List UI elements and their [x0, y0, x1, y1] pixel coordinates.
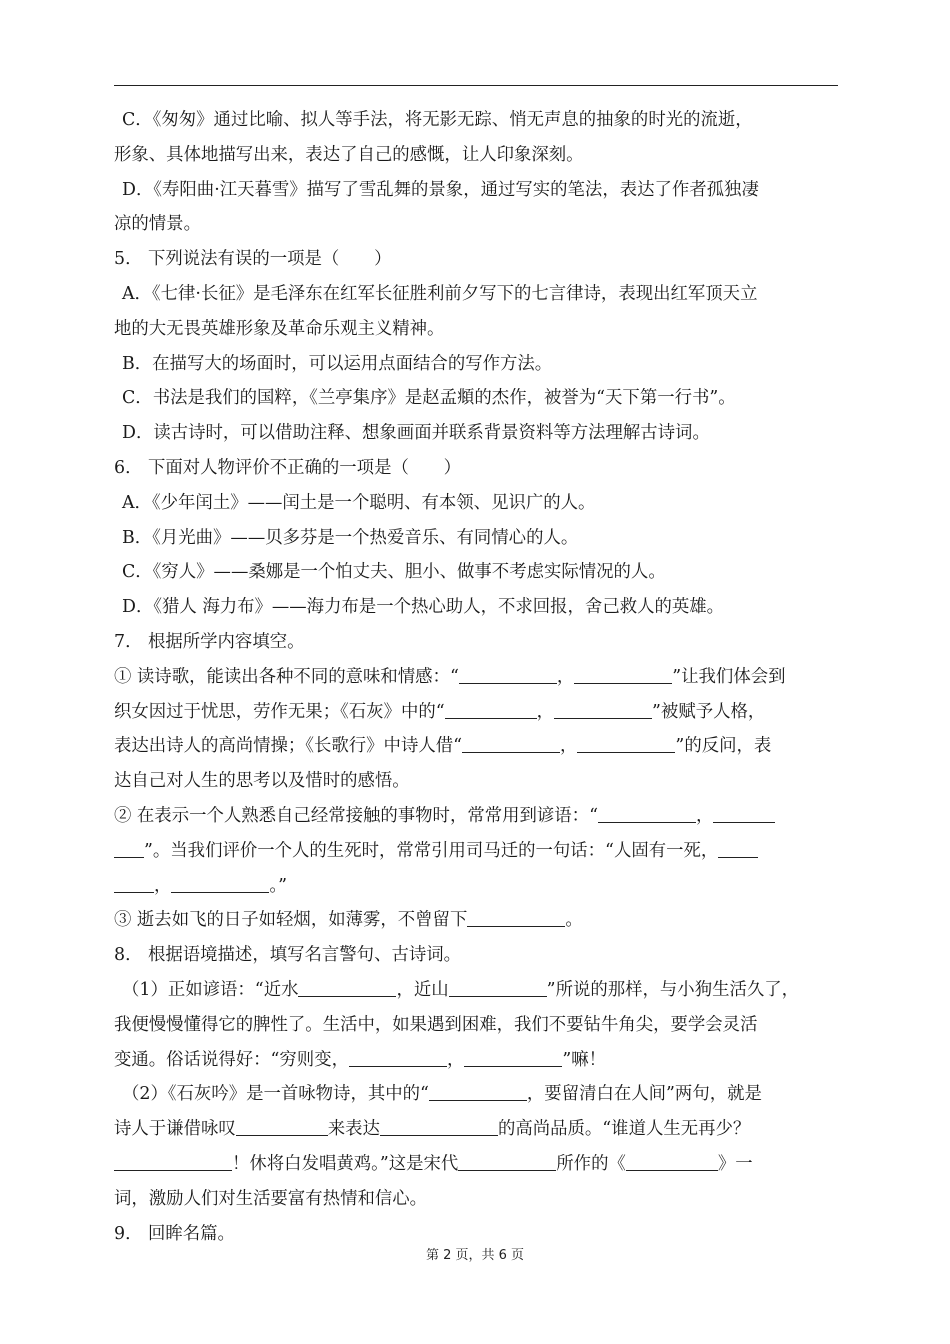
- text: ”嘛！: [562, 1049, 607, 1070]
- text: （1）正如谚语：“近水: [122, 979, 299, 1000]
- text-line: C．《匆匆》通过比喻、拟人等手法，将无影无踪、悄无声息的抽象的时光的流逝，: [122, 110, 753, 130]
- q8-line: [114, 1147, 838, 1182]
- q8-line: 我便慢慢懂得它的脾性了。生活中，如果遇到困难，我们不要钻牛角尖，要学会灵活: [114, 1014, 758, 1035]
- text: ”所说的那样，与小狗生活久了，: [546, 979, 800, 1000]
- answer-blank[interactable]: [577, 730, 675, 753]
- q7-line: [114, 695, 838, 730]
- text: 织女因过于忧思，劳作无果；《石灰》中的“: [114, 701, 445, 722]
- page-content: [114, 103, 838, 1251]
- answer-blank[interactable]: [429, 1078, 527, 1101]
- text: ，: [695, 805, 714, 826]
- answer-blank[interactable]: [114, 835, 144, 858]
- q7-line: [114, 660, 838, 695]
- text: ，: [556, 666, 575, 687]
- q8-line: [114, 1112, 838, 1147]
- text: ！休将白发唱黄鸡。”这是宋代: [232, 1153, 459, 1174]
- text: ，: [154, 875, 172, 896]
- answer-blank[interactable]: [554, 696, 652, 719]
- text: 。”: [269, 875, 287, 896]
- question-8-title: 8． 根据语境描述，填写名言警句、古诗词。: [114, 945, 462, 966]
- text: 》一: [717, 1153, 753, 1174]
- q7-line: [114, 869, 838, 904]
- answer-blank[interactable]: [171, 870, 269, 893]
- answer-blank[interactable]: [458, 1148, 556, 1171]
- text: ”让我们体会到: [672, 666, 786, 687]
- text-line: B．《月光曲》——贝多芬是一个热爱音乐、有同情心的人。: [122, 527, 579, 548]
- question-5-title: 5． 下列说法有误的一项是（ ）: [114, 249, 392, 270]
- answer-blank[interactable]: [718, 835, 758, 858]
- text-line: B．在描写大的场面时，可以运用点面结合的写作方法。: [122, 353, 553, 374]
- text: 变通。俗话说得好：“穷则变，: [114, 1049, 349, 1070]
- answer-blank[interactable]: [349, 1044, 447, 1067]
- answer-blank[interactable]: [713, 800, 775, 823]
- text: 诗人于谦借咏叹: [114, 1119, 236, 1140]
- answer-blank[interactable]: [236, 1113, 328, 1136]
- question-6-title: 6． 下面对人物评价不正确的一项是（ ）: [114, 457, 462, 478]
- header-rule: [114, 85, 838, 86]
- text-line: A．《少年闰土》——闰土是一个聪明、有本领、见识广的人。: [122, 492, 596, 513]
- text-line: 形象、具体地描写出来，表达了自己的感慨，让人印象深刻。: [114, 144, 584, 165]
- answer-blank[interactable]: [464, 1044, 562, 1067]
- text: 表达出诗人的高尚情操；《长歌行》中诗人借“: [114, 736, 463, 757]
- page-footer: 第 2 页，共 6 页: [425, 1248, 525, 1263]
- answer-blank[interactable]: [598, 800, 696, 823]
- text: ”。当我们评价一个人的生死时，常常引用司马迁的一句话：“人固有一死，: [144, 840, 719, 861]
- text: ③ 逝去如飞的日子如轻烟，如薄雾，不曾留下: [114, 910, 468, 931]
- text: ”的反问，表: [675, 736, 772, 757]
- answer-blank[interactable]: [459, 661, 557, 684]
- question-7-title: 7． 根据所学内容填空。: [114, 631, 305, 652]
- question-9-title: 9． 回眸名篇。: [114, 1223, 235, 1244]
- q7-line: [114, 729, 838, 764]
- text: ② 在表示一个人熟悉自己经常接触的事物时，常常用到谚语：“: [114, 805, 598, 826]
- text-line: 地的大无畏英雄形象及革命乐观主义精神。: [114, 318, 445, 339]
- text: ，: [536, 701, 555, 722]
- answer-blank[interactable]: [467, 904, 565, 927]
- text-line: A．《七律·长征》是毛泽东在红军长征胜利前夕写下的七言律诗，表现出红军顶天立: [122, 283, 758, 304]
- q7-line: [114, 799, 838, 834]
- answer-blank[interactable]: [380, 1113, 498, 1136]
- text: 。: [565, 910, 583, 931]
- text-line: C．《穷人》——桑娜是一个怕丈夫、胆小、做事不考虑实际情况的人。: [122, 562, 666, 583]
- text-line: C．书法是我们的国粹，《兰亭集序》是赵孟頫的杰作，被誉为“天下第一行书”。: [122, 388, 736, 409]
- q7-line: [114, 834, 838, 869]
- text: ，: [446, 1049, 465, 1070]
- answer-blank[interactable]: [298, 974, 396, 997]
- answer-blank[interactable]: [462, 730, 560, 753]
- text: （2）《石灰吟》是一首咏物诗，其中的“: [122, 1084, 429, 1105]
- text-line: 凉的情景。: [114, 214, 201, 235]
- answer-blank[interactable]: [114, 870, 154, 893]
- text-line: D．《寿阳曲·江天暮雪》描写了雪乱舞的景象，通过写实的笔法，表达了作者孤独凄: [122, 179, 759, 200]
- answer-blank[interactable]: [626, 1148, 718, 1171]
- q8-line: [114, 1077, 838, 1112]
- text: 所作的《: [556, 1153, 626, 1174]
- text: 的高尚品质。“谁道人生无再少？: [497, 1119, 751, 1140]
- q8-line: [114, 973, 838, 1008]
- answer-blank[interactable]: [114, 1148, 232, 1171]
- text: ”被赋予人格，: [652, 701, 766, 722]
- text: 来表达: [327, 1119, 380, 1140]
- q8-line: 词，激励人们对生活要富有热情和信心。: [114, 1188, 428, 1209]
- answer-blank[interactable]: [449, 974, 547, 997]
- text: ① 读诗歌，能读出各种不同的意味和情感：“: [114, 666, 459, 687]
- answer-blank[interactable]: [445, 696, 537, 719]
- text: ，: [560, 736, 578, 757]
- answer-blank[interactable]: [574, 661, 672, 684]
- q7-line: 达自己对人生的思考以及惜时的感悟。: [114, 771, 410, 792]
- text: ，要留清白在人间”两句，就是: [526, 1084, 762, 1105]
- text-line: D．读古诗时，可以借助注释、想象画面并联系背景资料等方法理解古诗词。: [122, 423, 710, 444]
- q7-line: [114, 903, 838, 938]
- q8-line: [114, 1043, 838, 1078]
- text: ，近山: [396, 979, 449, 1000]
- text-line: D．《猎人 海力布》——海力布是一个热心助人，不求回报，舍己救人的英雄。: [122, 597, 725, 618]
